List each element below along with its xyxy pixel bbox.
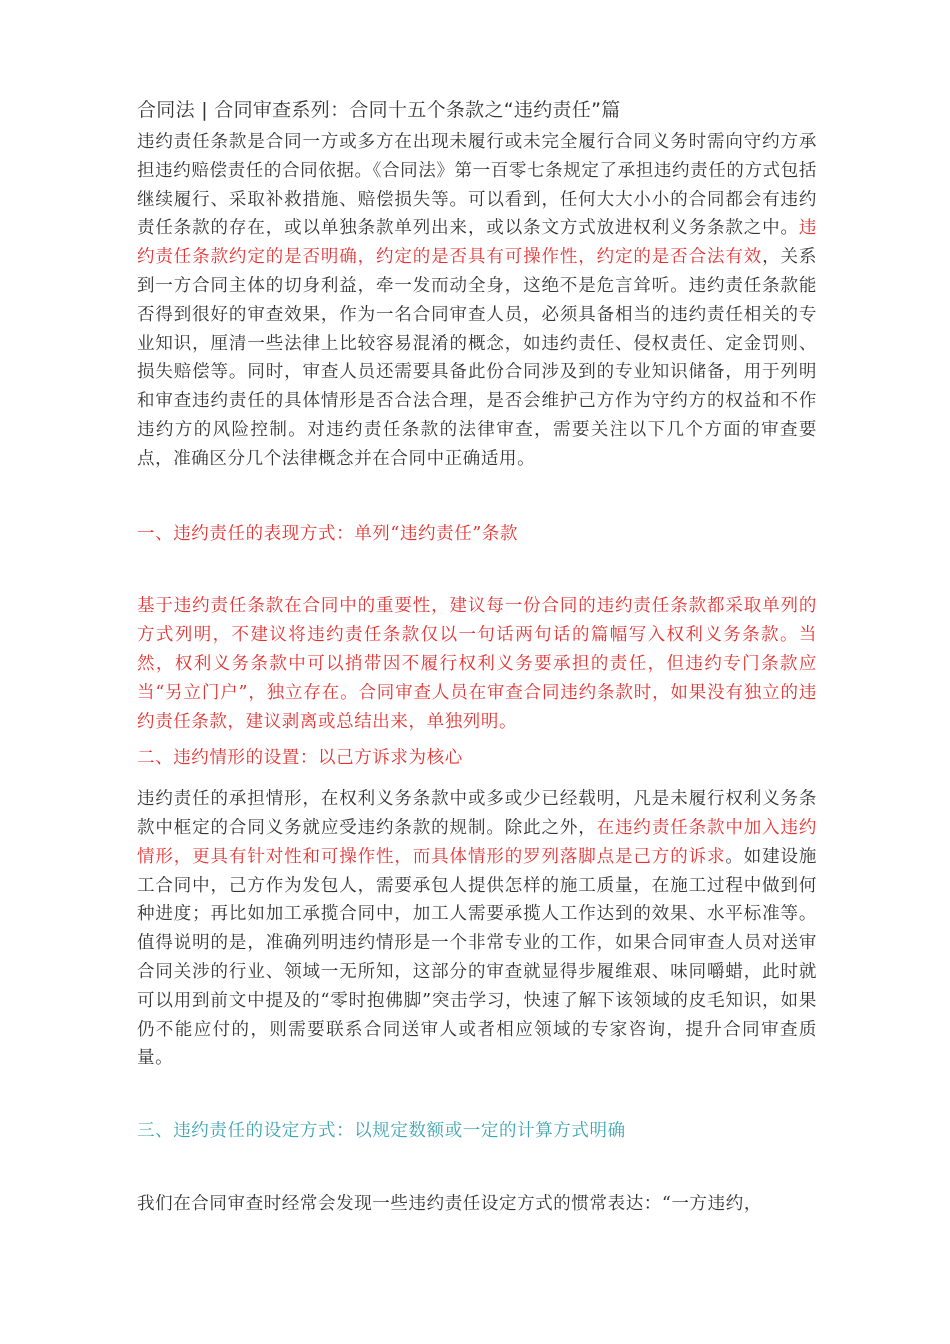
section-3-body: 我们在合同审查时经常会发现一些违约责任设定方式的惯常表达：“一方违约， <box>137 1193 762 1214</box>
section-2-text-2: 。如建设施工合同中，己方作为发包人，需要承包人提供怎样的施工质量，在施工过程中做到何种进度；再比如加工承揽合同中，加工人需要承揽人工作达到的效果、水平标准等。值得说明的是，准确列明违约情形是一个非常专业的工作，如果合同审查人员对送审合同关涉的行业、领域一无所知，这部分的审查就显得步履维艰、味同嚼蜡，此时就可以用到前文中提及的“零时抱佛脚”突击学习，快速了解下该领域的皮毛知识，如果仍不能应付的，则需要联系合同送审人或者相应领域的专家咨询，提升合同审查质量。 <box>137 846 818 1069</box>
section-3-heading: 三、违约责任的设定方式：以规定数额或一定的计算方式明确 <box>137 1121 626 1142</box>
section-2-heading: 二、违约情形的设置：以己方诉求为核心 <box>137 748 463 769</box>
section-2-text-1: 违约责任的承担情形，在权利义务条款中或多或少已经载明，凡是未履行权利义务条款中框定的合同义务就应受违约条款的规制。除此之外， <box>137 789 817 838</box>
section-2-highlight: 在违约责任条款中加入违约情形，更具有针对性和可操作性，而具体情形的罗列落脚点是己方的诉求 <box>137 817 818 867</box>
section-1-body: 基于违约责任条款在合同中的重要性，建议每一份合同的违约责任条款都采取单列的方式列明，不建议将违约责任条款仅以一句话两句话的篇幅写入权利义务条款。当然，权利义务条款中可以捎带因不履行权利义务要承担的责任，但违约专门条款应当“另立门户”，独立存在。合同审查人员在审查合同违约条款时，如果没有独立的违约责任条款，建议剥离或总结出来，单独列明。 <box>137 596 817 732</box>
intro-highlight: 违约责任条款约定的是否明确，约定的是否具有可操作性，约定的是否合法有效 <box>137 218 817 268</box>
document-page <box>137 92 817 1219</box>
intro-text-1: 违约责任条款是合同一方或多方在出现未履行或未完全履行合同义务时需向守约方承担违约赔偿责任的合同依据。《合同法》第一百零七条规定了承担违约责任的方式包括继续履行、采取补救措施、赔偿损失等。可以看到，任何大大小小的合同都会有违约责任条款的存在，或以单独条款单列出来，或以条文方式放进权利义务条款之中。 <box>137 132 817 239</box>
section-1-heading: 一、违约责任的表现方式：单列“违约责任”条款 <box>137 523 519 544</box>
page-title: 合同法 | 合同审查系列：合同十五个条款之“违约责任”篇 <box>137 99 621 121</box>
section-2-body <box>137 785 817 1073</box>
intro-text-2: ，关系到一方合同主体的切身利益，牵一发而动全身，这绝不是危言耸听。违约责任条款能否得到很好的审查效果，作为一名合同审查人员，必须具备相当的违约责任相关的专业知识，厘清一些法律上比较容易混淆的概念，如违约责任、侵权责任、定金罚则、损失赔偿等。同时，审查人员还需要具备此份合同涉及到的专业知识储备，用于列明和审查违约责任的具体情形是否合法合理，是否会维护己方作为守约方的权益和不作违约方的风险控制。对违约责任条款的法律审查，需要关注以下几个方面的审查要点，准确区分几个法律概念并在合同中正确适用。 <box>137 247 817 469</box>
intro-paragraph <box>137 128 817 474</box>
